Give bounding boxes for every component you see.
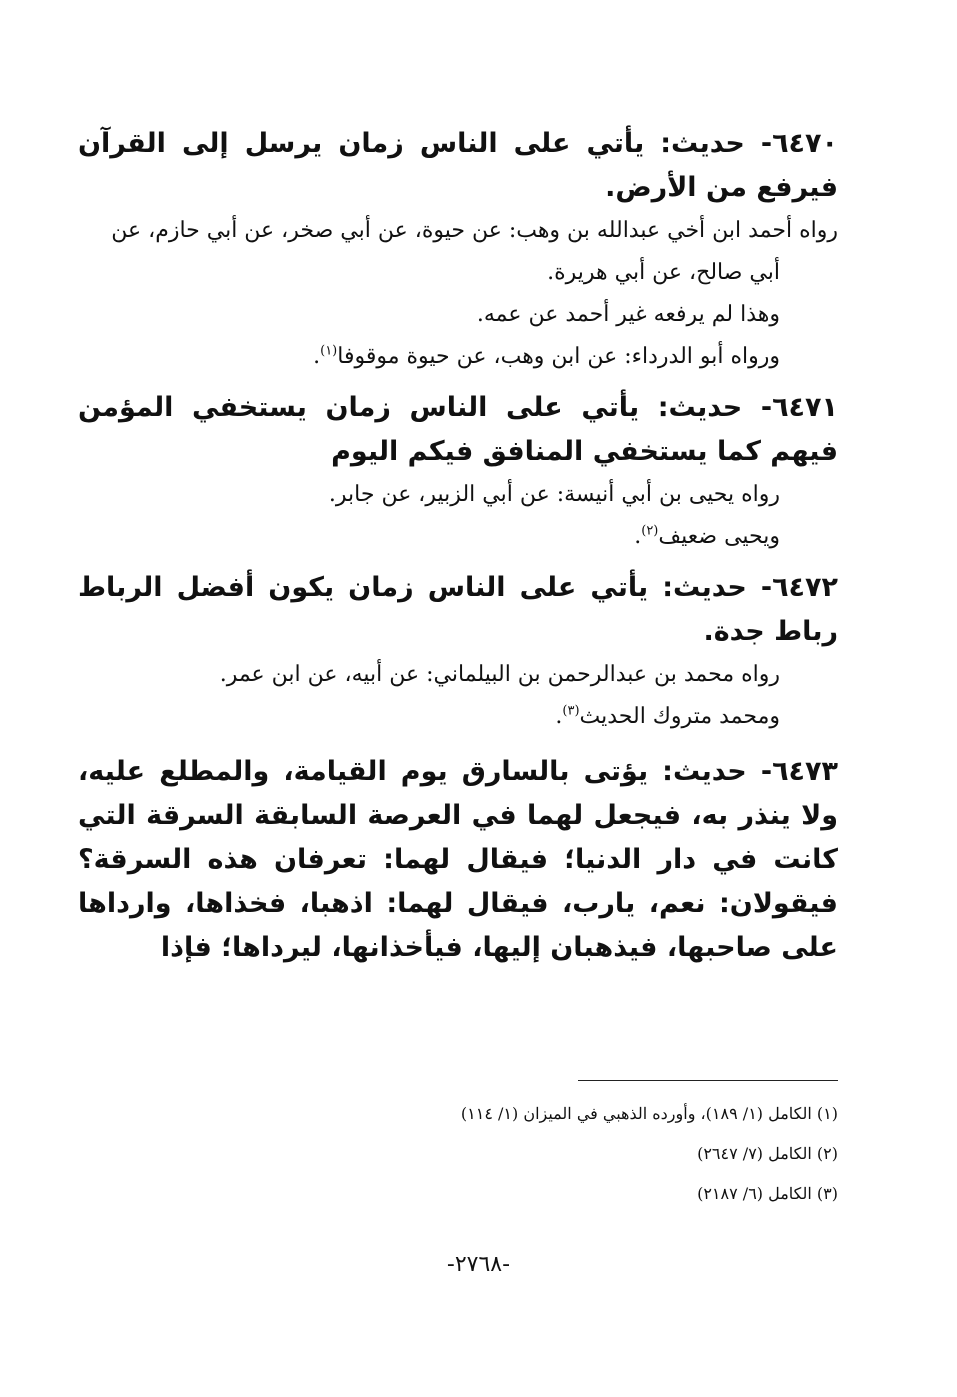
hadith-heading-6472: ٦٤٧٢- حديث: يأتي على الناس زمان يكون أفضل الرباط رباط جدة.: [78, 572, 838, 647]
page-number: -٢٧٦٨-: [446, 1252, 511, 1277]
hadith-heading-6473: ٦٤٧٣- حديث: يؤتى بالسارق يوم القيامة، والمطلع عليه، ولا ينذر به، فيجعل لهما في العرصة السابقة السرقة التي كانت في دار الدنيا؛ فيقال لهما: تعرفان هذه السرقة؟ فيقولان: نعم، يارب، فيقال لهما: اذهبا، فخذاها، وارداها على صاحبها، فيذهبان إليها، فيأخذانها، ليرداها؛ فإذا: [78, 756, 838, 963]
paragraph: رواه محمد بن عبدالرحمن بن البيلماني: عن أبيه، عن ابن عمر.: [219, 662, 780, 687]
footnote-2: (٢) الكامل (٧/ ٢٦٤٧): [697, 1144, 838, 1163]
paragraph: رواه أحمد ابن أخي عبدالله بن وهب: عن حيوة، عن أبي صخر، عن أبي حازم، عن أبي صالح، عن أبي هريرة.: [111, 218, 838, 285]
paragraph-text: ورواه أبو الدرداء: عن ابن وهب، عن حيوة موقوفا: [337, 344, 780, 369]
footnotes: [238, 1094, 838, 1214]
hadith-heading-6470: ٦٤٧٠- حديث: يأتي على الناس زمان يرسل إلى القرآن فيرفع من الأرض.: [78, 128, 838, 203]
footnote-mark: (٢): [641, 523, 659, 539]
period: .: [313, 344, 321, 369]
paragraph-text: ويحيى ضعيف: [658, 524, 780, 549]
period: .: [634, 524, 642, 549]
paragraph: [78, 696, 838, 738]
paragraph-text: ومحمد متروك الحديث: [579, 704, 780, 729]
period: .: [555, 704, 563, 729]
paragraph: رواه يحيى بن أبي أنيسة: عن أبي الزبير، عن جابر.: [328, 482, 780, 507]
footnote-1: (١) الكامل (١/ ١٨٩)، وأورده الذهبي في الميزان (١/ ١١٤): [460, 1104, 838, 1123]
footnote-divider: [578, 1080, 838, 1081]
paragraph: [78, 336, 838, 378]
paragraph: [78, 516, 838, 558]
footnote-3: (٣) الكامل (٦/ ٢١٨٧): [697, 1184, 838, 1203]
page-body: [78, 112, 838, 970]
hadith-heading-6471: ٦٤٧١- حديث: يأتي على الناس زمان يستخفي المؤمن فيهم كما يستخفي المنافق فيكم اليوم: [78, 392, 838, 467]
footnote-mark: (١): [320, 343, 338, 359]
footnote-mark: (٣): [562, 703, 580, 719]
paragraph: وهذا لم يرفعه غير أحمد عن عمه.: [476, 302, 780, 327]
